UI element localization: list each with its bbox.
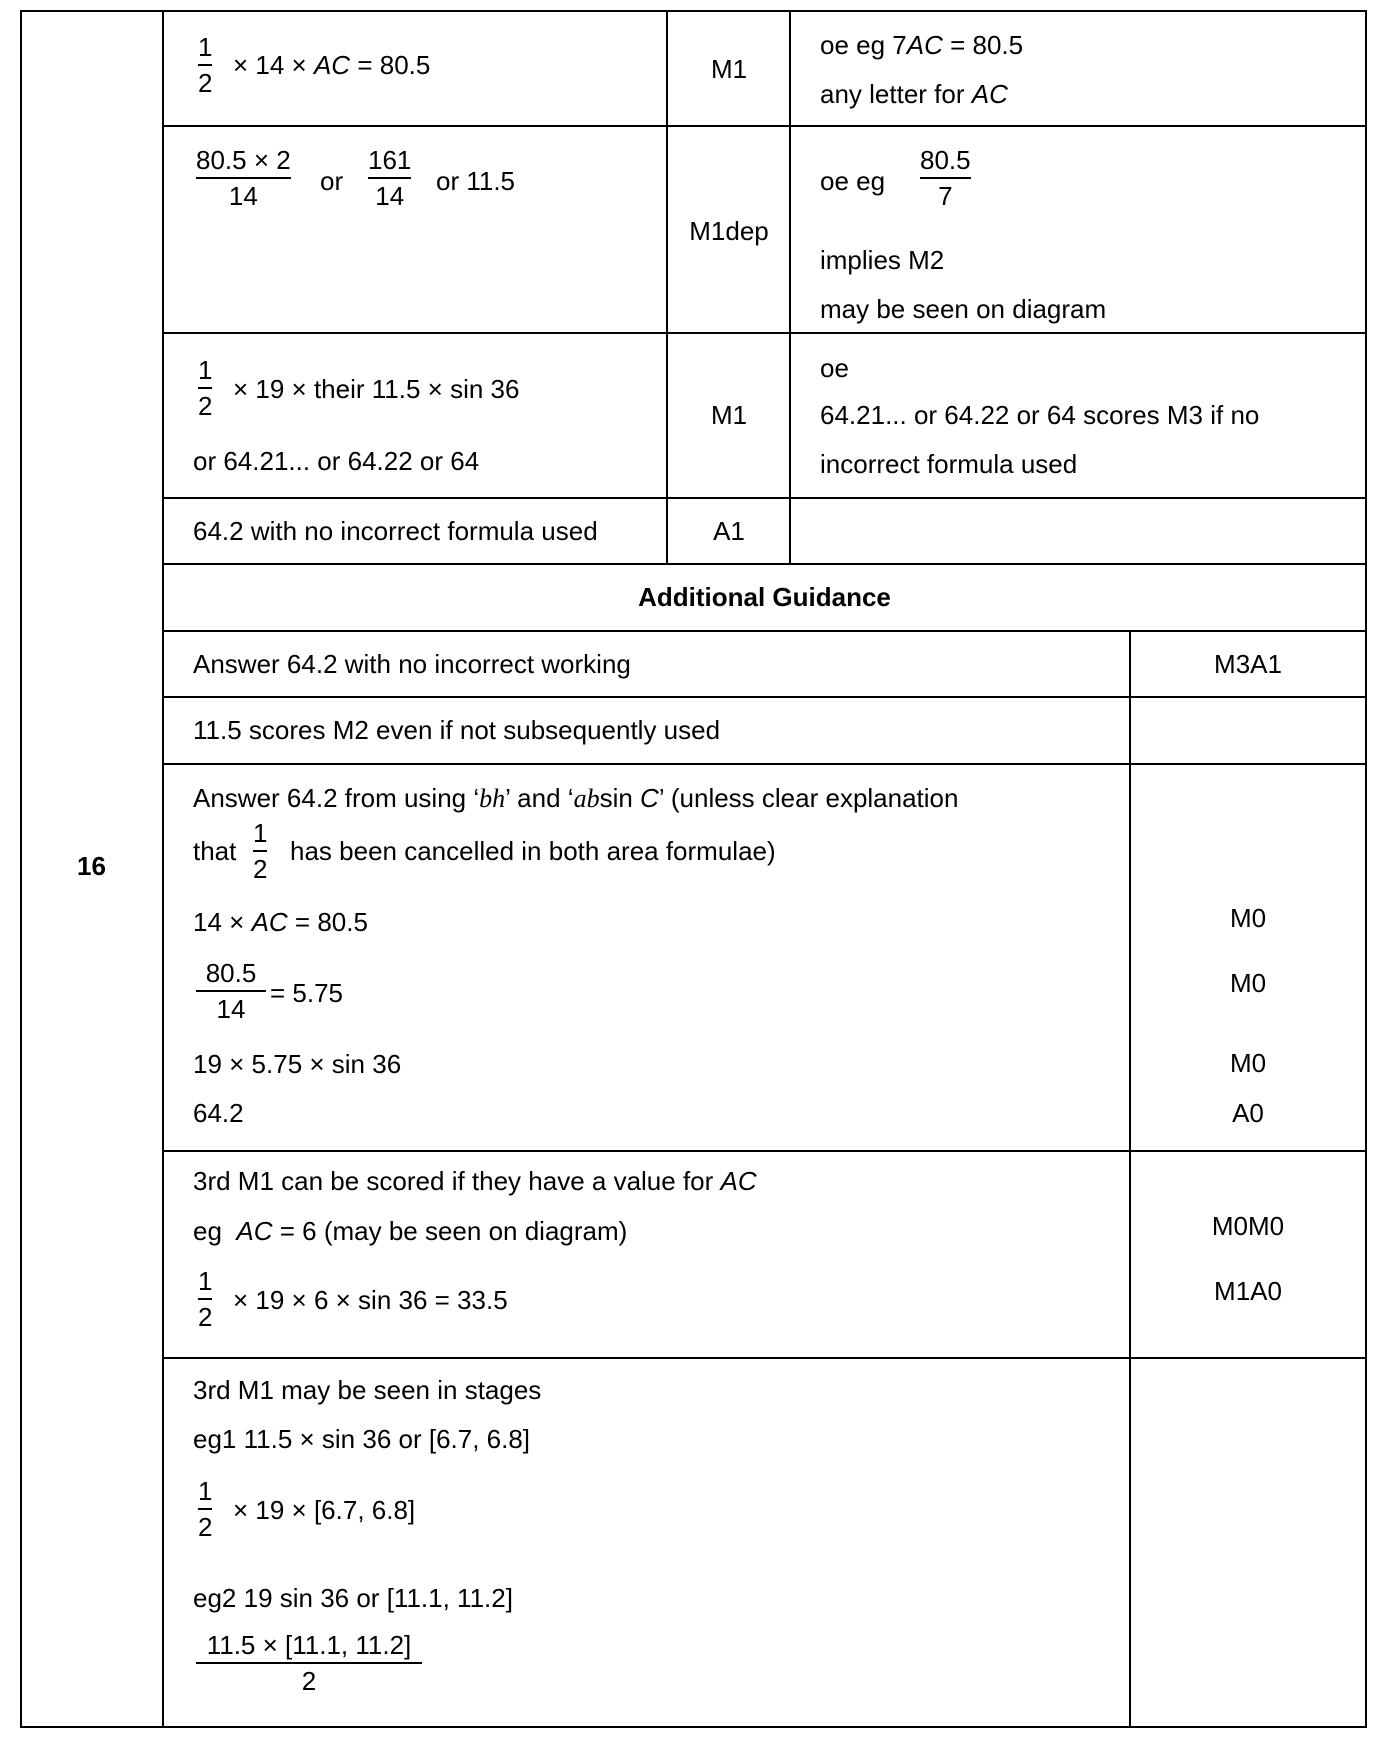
fraction-denominator: 2: [198, 391, 213, 421]
guidance-text-part: Answer 64.2 from using ‘: [193, 783, 480, 813]
answer-text: or: [320, 166, 344, 196]
fraction-denominator: 7: [938, 181, 953, 211]
mark-value: M1: [710, 54, 748, 84]
row-divider-2: [162, 332, 1367, 334]
fraction-bar: [196, 990, 266, 992]
fraction-half: [198, 1268, 212, 1330]
guidance-text: 64.2: [193, 1098, 244, 1128]
fraction-half: [198, 357, 212, 419]
fraction: [196, 1632, 422, 1694]
answer-text: × 19 × their 11.5 × sin 36: [233, 374, 520, 404]
guidance-text-part: oe eg 7: [820, 30, 907, 60]
guidance-text-part: 3rd M1 can be scored if they have a value for: [193, 1166, 714, 1196]
answer-text: or 64.21... or 64.22 or 64: [193, 446, 480, 476]
answer-variable: AC: [313, 50, 351, 80]
fraction-denominator: 2: [198, 1512, 213, 1542]
guidance-text: × 19 × 6 × sin 36 = 33.5: [233, 1285, 508, 1315]
question-column-divider: [162, 10, 164, 1728]
table-right-border: [1365, 10, 1367, 1728]
fraction-denominator: 2: [198, 68, 213, 98]
fraction-bar: [198, 1508, 212, 1510]
answer-mark-divider: [666, 10, 668, 563]
question-number: 16: [77, 851, 106, 881]
fraction-numerator: 161: [368, 145, 412, 175]
guidance-variable: C: [640, 783, 659, 813]
answer-text-part: = 80.5: [357, 50, 431, 80]
fraction-numerator: 80.5: [205, 958, 257, 988]
guidance-mark: M0M0: [1211, 1211, 1285, 1241]
guidance-text-part: ’ and ‘: [505, 783, 574, 813]
guidance-mark: M3A1: [1214, 649, 1282, 679]
guidance-variable: AC: [906, 30, 943, 60]
mark-scheme-page: [20, 10, 1367, 1728]
guidance-mark: A0: [1232, 1098, 1264, 1128]
fraction: [368, 147, 411, 209]
guidance-variable: ab: [573, 784, 600, 813]
fraction-denominator: 14: [228, 181, 258, 211]
guidance-text: 3rd M1 may be seen in stages: [193, 1375, 542, 1405]
guidance-mark: M0: [1229, 1048, 1267, 1078]
guidance-variable: bh: [479, 784, 506, 813]
row-divider-4: [162, 563, 1367, 565]
guidance-text: [193, 1168, 757, 1194]
table-top-border: [20, 10, 1367, 12]
guidance-line: [820, 32, 1023, 58]
guidance-text-part: eg: [193, 1216, 222, 1246]
fraction-denominator: 14: [375, 181, 405, 211]
fraction-numerator: 1: [253, 818, 268, 848]
guidance-line: incorrect formula used: [820, 449, 1078, 479]
mark-value: M1: [710, 400, 748, 430]
fraction-numerator: 1: [198, 1476, 213, 1506]
guidance-variable: AC: [971, 79, 1008, 109]
guidance-text-part: ’ (unless clear explanation: [658, 783, 959, 813]
mark-value: M1dep: [689, 216, 769, 246]
guidance-text: 19 × 5.75 × sin 36: [193, 1049, 402, 1079]
guidance-variable: AC: [236, 1216, 273, 1246]
fraction-half: [253, 820, 267, 882]
fraction-bar: [196, 1662, 422, 1664]
guidance-text-part: sin: [599, 783, 633, 813]
guidance-text: eg1 11.5 × sin 36 or [6.7, 6.8]: [193, 1424, 531, 1454]
guidance-variable: AC: [720, 1166, 757, 1196]
guidance-divider-3: [162, 1150, 1367, 1152]
guidance-divider-1: [162, 696, 1367, 698]
guidance-text-part: any letter for: [820, 79, 965, 109]
guidance-mark: M0: [1229, 903, 1267, 933]
fraction-half: [198, 34, 212, 96]
guidance-line: oe: [820, 353, 849, 383]
answer-text: 64.2 with no incorrect formula used: [193, 516, 598, 546]
fraction-numerator: 1: [198, 32, 213, 62]
mark-guidance-divider: [789, 10, 791, 563]
guidance-line: may be seen on diagram: [820, 294, 1107, 324]
guidance-variable: AC: [251, 907, 288, 937]
fraction-bar: [920, 177, 971, 179]
guidance-text: × 19 × [6.7, 6.8]: [233, 1495, 416, 1525]
fraction-numerator: 1: [198, 1266, 213, 1296]
guidance-text: [193, 785, 958, 812]
guidance-mark-divider: [1129, 630, 1131, 1728]
fraction-numerator: 80.5 × 2: [196, 145, 291, 175]
guidance-text: that: [193, 836, 237, 866]
fraction-numerator: 1: [198, 355, 213, 385]
answer-text-part: × 14 ×: [233, 50, 307, 80]
fraction-half: [198, 1478, 212, 1540]
guidance-divider-2: [162, 763, 1367, 765]
fraction-denominator: 14: [216, 994, 246, 1024]
guidance-line: implies M2: [820, 245, 945, 275]
fraction: [196, 960, 266, 1022]
guidance-text: [193, 1218, 627, 1244]
guidance-text: = 5.75: [270, 978, 344, 1008]
guidance-text: [193, 909, 368, 935]
fraction: [196, 147, 291, 209]
fraction-denominator: 2: [198, 1302, 213, 1332]
guidance-text: has been cancelled in both area formulae): [290, 836, 776, 866]
guidance-divider-4: [162, 1357, 1367, 1359]
guidance-line: oe eg: [820, 166, 886, 196]
fraction-bar: [368, 177, 411, 179]
guidance-text: eg2 19 sin 36 or [11.1, 11.2]: [193, 1583, 513, 1613]
guidance-text: Answer 64.2 with no incorrect working: [193, 649, 631, 679]
guidance-text-part: = 80.5: [950, 30, 1024, 60]
row-divider-3: [162, 497, 1367, 499]
answer-text: or 11.5: [436, 166, 516, 196]
guidance-text-part: = 80.5: [294, 907, 368, 937]
answer-text: [233, 52, 430, 78]
table-left-border: [20, 10, 22, 1728]
guidance-mark: M0: [1229, 968, 1267, 998]
row-divider-1: [162, 125, 1367, 127]
table-bottom-border: [20, 1726, 1367, 1728]
fraction-denominator: 2: [253, 854, 268, 884]
guidance-line: 64.21... or 64.22 or 64 scores M3 if no: [820, 400, 1260, 430]
fraction: [920, 147, 971, 209]
fraction-denominator: 2: [301, 1666, 317, 1696]
guidance-text: 11.5 scores M2 even if not subsequently used: [193, 715, 721, 745]
fraction-bar: [198, 1298, 212, 1300]
fraction-bar: [198, 64, 212, 66]
guidance-text-part: 14 ×: [193, 907, 245, 937]
guidance-line: [820, 81, 1008, 107]
additional-guidance-heading: Additional Guidance: [638, 582, 891, 612]
mark-value: A1: [713, 516, 745, 546]
fraction-bar: [196, 177, 291, 179]
fraction-bar: [253, 850, 267, 852]
guidance-mark: M1A0: [1214, 1276, 1282, 1306]
row-divider-5: [162, 630, 1367, 632]
fraction-numerator: 11.5 × [11.1, 11.2]: [206, 1630, 412, 1660]
guidance-text-part: = 6 (may be seen on diagram): [279, 1216, 628, 1246]
fraction-numerator: 80.5: [920, 145, 971, 175]
fraction-bar: [198, 387, 212, 389]
